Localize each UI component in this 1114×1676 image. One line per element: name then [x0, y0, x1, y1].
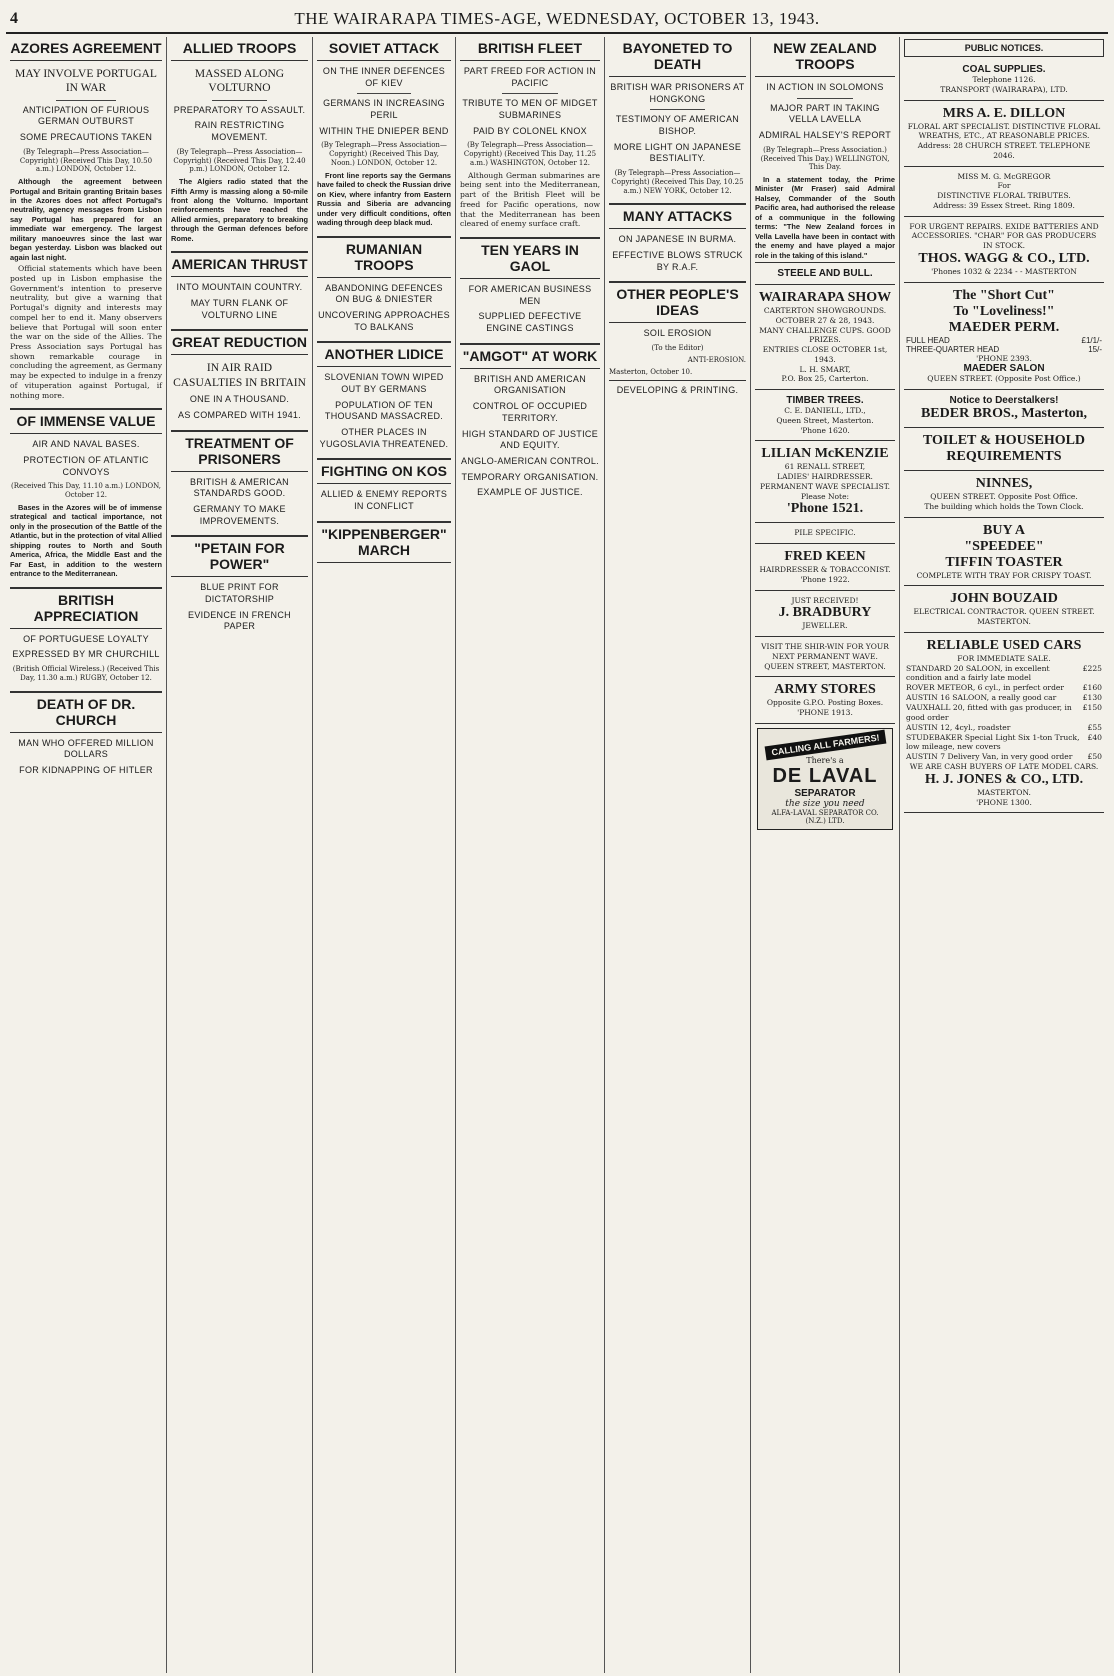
subhead: ON JAPANESE IN BURMA. [618, 234, 737, 245]
signature-place: Masterton, October 10. [609, 367, 693, 376]
subhead: BRITISH AND AMERICAN ORGANISATION [473, 373, 587, 396]
headline-another-lidice: ANOTHER LIDICE [317, 341, 451, 367]
ad-shir-win: VISIT THE SHIR-WIN FOR YOUR NEXT PERMANENT WAVE. QUEEN STREET, MASTERTON. [755, 637, 895, 677]
headline-british-appreciation: BRITISH APPRECIATION [10, 587, 162, 629]
headline-soviet-attack: SOVIET ATTACK [317, 37, 451, 61]
lead-paragraph: Front line reports say the Germans have failed to check the Russian drive on Kiev, where infantry from Eastern Russia and Siberia are advancing under very difficult conditions, often wading through deep black mud. [317, 170, 451, 228]
article-body [460, 171, 600, 229]
public-notices-title: PUBLIC NOTICES. [904, 39, 1104, 57]
subhead: ALLIED & ENEMY REPORTS IN CONFLICT [320, 489, 448, 512]
ad-toilet: TOILET & HOUSEHOLD REQUIREMENTS [904, 428, 1104, 471]
subhead: POPULATION OF TEN THOUSAND MASSACRED. [324, 399, 444, 422]
subhead: MAY INVOLVE PORTUGAL IN WAR [15, 68, 157, 95]
ad-toaster: BUY A "SPEEDEE" TIFFIN TOASTER COMPLETE WITH TRAY FOR CRISPY TOAST. [904, 518, 1104, 587]
car-name: AUSTIN 16 SALOON, a really good car [906, 693, 1057, 703]
ad-mcgregor: MISS M. G. McGREGOR For DISTINCTIVE FLORAL TRIBUTES. Address: 39 Essex Street. Ring 1809. [904, 167, 1104, 217]
car-listing [906, 733, 1102, 753]
subhead: HIGH STANDARD OF JUSTICE AND EQUITY. [461, 428, 599, 451]
subhead: UNCOVERING APPROACHES TO BALKANS [318, 309, 450, 332]
subhead: BRITISH WAR PRISONERS AT HONGKONG [610, 82, 745, 104]
headline-ten-years-gaol: TEN YEARS IN GAOL [460, 237, 600, 279]
car-name: STANDARD 20 SALOON, in excellent condition and a fairly late model [906, 663, 1050, 683]
headline-other-peoples-ideas: OTHER PEOPLE'S IDEAS [609, 281, 746, 323]
car-listing [906, 683, 1102, 693]
ad-de-laval: CALLING ALL FARMERS! There's a DE LAVAL SEPARATOR the size you need ALFA-LAVAL SEPARATOR CO. (N.Z.) LTD. [757, 728, 893, 830]
headline-great-reduction: GREAT REDUCTION [171, 329, 308, 355]
car-price: £50 [1087, 752, 1102, 762]
headline-american-thrust: AMERICAN THRUST [171, 251, 308, 277]
article-body [317, 171, 451, 228]
car-name: ROVER METEOR, 6 cyl., in perfect order [906, 683, 1065, 693]
brand-de-laval: DE LAVAL [772, 764, 878, 787]
column-2 [167, 37, 313, 1673]
subhead: SOME PRECAUTIONS TAKEN [19, 132, 153, 143]
lead-paragraph: In a statement today, the Prime Minister (Mr Fraser) said Admiral Halsey, Commander of the South Pacific area, had authorised the release of a communique in the following terms: "The New Zealand forces in Vella Lavella have been in contact with the enemy and have played a major role in the taking of this island." [755, 175, 895, 260]
headline-nz-troops: NEW ZEALAND TROOPS [755, 37, 895, 77]
car-listing [906, 723, 1102, 733]
subhead: OF PORTUGUESE LOYALTY [23, 633, 149, 644]
ad-timber-trees: TIMBER TREES. C. E. DANIELL, LTD., Queen Street, Masterton. 'Phone 1620. [755, 390, 895, 441]
subhead: IN ACTION IN SOLOMONS [766, 82, 884, 92]
headline-allied-troops: ALLIED TROOPS [171, 37, 308, 61]
headline-british-fleet: BRITISH FLEET [460, 37, 600, 61]
car-price: £225 [1082, 663, 1102, 673]
price-row: THREE-QUARTER HEAD 15/- [906, 344, 1102, 354]
subhead: EFFECTIVE BLOWS STRUCK BY R.A.F. [612, 250, 743, 272]
cars-list [906, 664, 1102, 763]
lead-paragraph: Although the agreement between Portugal and Britain granting Britain bases in the Azores does not affect Portugal's neutrality, agency messages from Lisbon say Portugal has prepared for an immediate war emergency. The largest military manoeuvres since the last war began yesterday. Lisbon was blacked out again last night. [10, 177, 162, 262]
price-row: FULL HEAD £1/1/- [906, 335, 1102, 345]
subhead: RAIN RESTRICTING MOVEMENT. [194, 120, 285, 143]
subhead: PAID BY COLONEL KNOX [473, 125, 587, 136]
dateline: (By Telegraph—Press Association.) (Received This Day.) WELLINGTON, This Day. [760, 145, 890, 172]
car-listing [906, 703, 1102, 723]
subhead: BLUE PRINT FOR DICTATORSHIP [200, 582, 279, 604]
subhead: FOR AMERICAN BUSINESS MEN [468, 284, 592, 306]
dateline: (By Telegraph—Press Association—Copyright) (Received This Day, 12.40 p.m.) LONDON, October 12. [173, 147, 306, 174]
car-name: VAUXHALL 20, fitted with gas producer, in good order [906, 702, 1072, 722]
article-body [755, 175, 895, 260]
car-name: STUDEBAKER Special Light Six 1-ton Truck, low mileage, new covers [906, 732, 1080, 752]
ad-wagg: FOR URGENT REPAIRS. EXIDE BATTERIES AND ACCESSORIES. "CHAR" FOR GAS PRODUCERS IN STOCK. THOS. WAGG & CO., LTD. 'Phones 1032 & 2234 - - MASTERTON [904, 217, 1104, 283]
subhead: CONTROL OF OCCUPIED TERRITORY. [472, 401, 588, 423]
ad-bouzaid: JOHN BOUZAID ELECTRICAL CONTRACTOR. QUEEN STREET. MASTERTON. [904, 586, 1104, 633]
ad-coal-supplies: COAL SUPPLIES. Telephone 1126. TRANSPORT (WAIRARAPA), LTD. [904, 59, 1104, 101]
headline-bayoneted: BAYONETED TO DEATH [609, 37, 746, 77]
car-listing [906, 664, 1102, 684]
subhead: ON THE INNER DEFENCES OF KIEV [322, 66, 446, 88]
dateline: (British Official Wireless.) (Received This Day, 11.30 a.m.) RUGBY, October 12. [12, 665, 160, 682]
article-body [171, 177, 308, 243]
car-listing [906, 752, 1102, 762]
signature: ANTI-EROSION. [687, 355, 746, 364]
subhead: AIR AND NAVAL BASES. [32, 439, 140, 450]
dateline: (Received This Day, 11.10 a.m.) LONDON, October 12. [11, 482, 161, 500]
subhead: WITHIN THE DNIEPER BEND [319, 125, 449, 136]
ad-developing: DEVELOPING & PRINTING. [609, 380, 746, 397]
subhead: GERMANY TO MAKE IMPROVEMENTS. [193, 503, 286, 526]
headline-fighting-kos: FIGHTING ON KOS [317, 458, 451, 484]
subhead: FOR KIDNAPPING OF HITLER [19, 764, 153, 775]
columns [6, 37, 1108, 1673]
car-name: AUSTIN 7 Delivery Van, in very good order [906, 752, 1073, 762]
masthead [6, 6, 1108, 34]
subhead: EVIDENCE IN FRENCH PAPER [188, 609, 291, 632]
subhead: EXPRESSED BY MR CHURCHILL [12, 649, 160, 660]
subhead: INTO MOUNTAIN COUNTRY. [176, 282, 303, 293]
lead-paragraph: The Algiers radio stated that the Fifth Army is massing along a 50-mile front along the Volturno. Important reinforcements have reached the Allied armies, preparatory to breaking through the German defences before Rome. [171, 177, 308, 243]
ad-dillon: MRS A. E. DILLON FLORAL ART SPECIALIST. DISTINCTIVE FLORAL WREATHS, ETC., AT REASONABLE PRICES. Address: 28 CHURCH STREET. TELEPHONE 2046. [904, 101, 1104, 167]
dateline: (By Telegraph—Press Association—Copyright) (Received This Day, 11.25 a.m.) WASHINGTON, October 12. [463, 141, 597, 167]
subhead: TESTIMONY OF AMERICAN BISHOP. [615, 114, 740, 137]
ad-ninnes: NINNES, QUEEN STREET. Opposite Post Office. The building which holds the Town Clock. [904, 471, 1104, 518]
article-body [10, 503, 162, 579]
subhead: GERMANS IN INCREASING PERIL [323, 98, 445, 121]
dateline: (By Telegraph—Press Association—Copyright) (Received This Day, 10.25 a.m.) NEW YORK, October 12. [611, 169, 744, 195]
ad-steele-bull: STEELE AND BULL. [755, 262, 895, 285]
ad-used-cars: RELIABLE USED CARS FOR IMMEDIATE SALE. STANDARD 20 SALOON, in excellent condition and a fairly late model £225 ROVER METEOR, 6 cyl., in perfect order £160 AUSTIN 16 SALOON, a really good car £130 VAUXHALL 20, fitted with gas producer, in good order £150 AUSTIN 12, 4cyl., roadster £55 STUDEBAKER Special Light Six 1-ton Truck, low mileage, new covers £40 AUSTIN 7 Delivery Van, in very good order £50 WE ARE CASH BUYERS OF LATE MODEL CARS. H. J. JONES & CO., LTD. MASTERTON. 'PHONE 1300. [904, 633, 1104, 814]
column-5 [605, 37, 751, 1673]
subhead: ANGLO-AMERICAN CONTROL. [461, 455, 599, 466]
subhead: PREPARATORY TO ASSAULT. [173, 104, 306, 115]
subhead: (To the Editor) [651, 344, 704, 353]
ad-fred-keen: FRED KEEN HAIRDRESSER & TOBACCONIST. 'Phone 1922. [755, 544, 895, 591]
ad-army-stores: ARMY STORES Opposite G.P.O. Posting Boxes. 'PHONE 1913. [755, 677, 895, 724]
car-price: £55 [1087, 722, 1102, 732]
headline-treatment-prisoners: TREATMENT OF PRISONERS [171, 430, 308, 472]
headline-immense-value: OF IMMENSE VALUE [10, 408, 162, 434]
subhead: PROTECTION OF ATLANTIC CONVOYS [23, 455, 149, 477]
subhead: ONE IN A THOUSAND. [189, 394, 290, 405]
subhead: MAN WHO OFFERED MILLION DOLLARS [18, 737, 154, 760]
car-price: £160 [1082, 683, 1102, 693]
headline-petain: "PETAIN FOR POWER" [171, 535, 308, 577]
subhead: AS COMPARED WITH 1941. [178, 409, 301, 420]
paragraph: Official statements which have been posted up in Lisbon emphasise the Government's intention to preserve neutrality, but give a warning that Portugal's dignity and interests may compel her to end it. Many observers believe that Portugal will soon enter the war on the side of the Allies. The Press Association says Portugal has shown remarkable courage in concluding the agreement, as Germany may be expected to indulge in a frenzy of vituperation against Portugal, if nothing more. [10, 264, 163, 400]
ad-bradbury: JUST RECEIVED! J. BRADBURY JEWELLER. [755, 591, 895, 638]
subhead: IN AIR RAID CASUALTIES IN BRITAIN [173, 362, 306, 389]
column-3 [313, 37, 456, 1673]
column-4 [456, 37, 605, 1673]
newspaper-title: THE WAIRARAPA TIMES-AGE, WEDNESDAY, OCTOBER 13, 1943. [294, 9, 820, 28]
ad-maeder: The "Short Cut" To "Loveliness!" MAEDER PERM. FULL HEAD £1/1/- THREE-QUARTER HEAD 15/- 'PHONE 2393. MAEDER SALON QUEEN STREET. (Opposite Post Office.) [904, 283, 1104, 391]
column-6 [751, 37, 900, 1673]
subhead: MAJOR PART IN TAKING VELLA LAVELLA [770, 102, 880, 125]
car-price: £150 [1082, 702, 1102, 712]
ad-deerstalkers: Notice to Deerstalkers! BEDER BROS., Masterton, [904, 390, 1104, 428]
dateline: (By Telegraph—Press Association—Copyright) (Received This Day, Noon.) LONDON, October 12. [321, 141, 447, 167]
subhead: ANTICIPATION OF FURIOUS GERMAN OUTBURST [22, 104, 150, 127]
column-1 [6, 37, 167, 1673]
subhead: ADMIRAL HALSEY'S REPORT [758, 130, 892, 141]
ad-wairarapa-show: WAIRARAPA SHOW CARTERTON SHOWGROUNDS. OCTOBER 27 & 28, 1943. MANY CHALLENGE CUPS. GOOD PRIZES. ENTRIES CLOSE OCTOBER 1st, 1943. L. H. SMART, P.O. Box 25, Carterton. [755, 285, 895, 390]
subhead: SOIL EROSION [643, 328, 712, 339]
dateline: (By Telegraph—Press Association—Copyright) (Received This Day, 10.50 a.m.) LONDON, October 12. [19, 147, 153, 174]
car-price: £130 [1082, 693, 1102, 703]
subhead: TEMPORARY ORGANISATION. [461, 471, 599, 482]
subhead: TRIBUTE TO MEN OF MIDGET SUBMARINES [462, 98, 598, 121]
headline-kippenberger: "KIPPENBERGER" MARCH [317, 521, 451, 563]
badge: CALLING ALL FARMERS! [764, 730, 886, 761]
ad-lilian-mckenzie: LILIAN McKENZIE 61 RENALL STREET, LADIES' HAIRDRESSER. PERMANENT WAVE SPECIALIST. Please Note: 'Phone 1521. [755, 441, 895, 523]
lead-paragraph: Although German submarines are being sent into the Mediterranean, part of the British Fleet will be freed for Pacific operations, now that the Mediterranean has been cleared of enemy surface craft. [460, 170, 600, 229]
car-price: £40 [1087, 732, 1102, 742]
article-body [10, 177, 162, 400]
subhead: BRITISH & AMERICAN STANDARDS GOOD. [190, 476, 289, 499]
headline-azores: AZORES AGREEMENT [10, 37, 162, 61]
car-name: AUSTIN 12, 4cyl., roadster [906, 722, 1011, 732]
headline-amgot: "AMGOT" AT WORK [460, 343, 600, 369]
subhead: OTHER PLACES IN YUGOSLAVIA THREATENED. [319, 427, 449, 449]
headline-rumanian-troops: RUMANIAN TROOPS [317, 236, 451, 278]
subhead: SUPPLIED DEFECTIVE ENGINE CASTINGS [478, 311, 582, 334]
column-7 [900, 37, 1108, 1673]
subhead: MORE LIGHT ON JAPANESE BESTIALITY. [613, 141, 742, 164]
ad-pile-specific: PILE SPECIFIC. [755, 523, 895, 544]
car-listing [906, 693, 1102, 703]
page-number: 4 [10, 10, 18, 27]
lead-paragraph: Bases in the Azores will be of immense strategical and tactical importance, not only in the prosecution of the Battle of the Atlantic, but in the protection of vital Allied shipping routes to North and South America, Africa, the Middle East and the Far East, in addition to the western entrance to the Mediterranean. [10, 502, 162, 579]
headline-many-attacks: MANY ATTACKS [609, 203, 746, 229]
headline-death-dr-church: DEATH OF DR. CHURCH [10, 691, 162, 733]
subhead: MAY TURN FLANK OF VOLTURNO LINE [190, 298, 289, 320]
subhead: PART FREED FOR ACTION IN PACIFIC [463, 66, 597, 88]
subhead: ABANDONING DEFENCES ON BUG & DNIESTER [325, 282, 443, 305]
subhead: EXAMPLE OF JUSTICE. [477, 487, 583, 498]
subhead: MASSED ALONG VOLTURNO [194, 68, 285, 95]
subhead: SLOVENIAN TOWN WIPED OUT BY GERMANS [324, 372, 444, 394]
